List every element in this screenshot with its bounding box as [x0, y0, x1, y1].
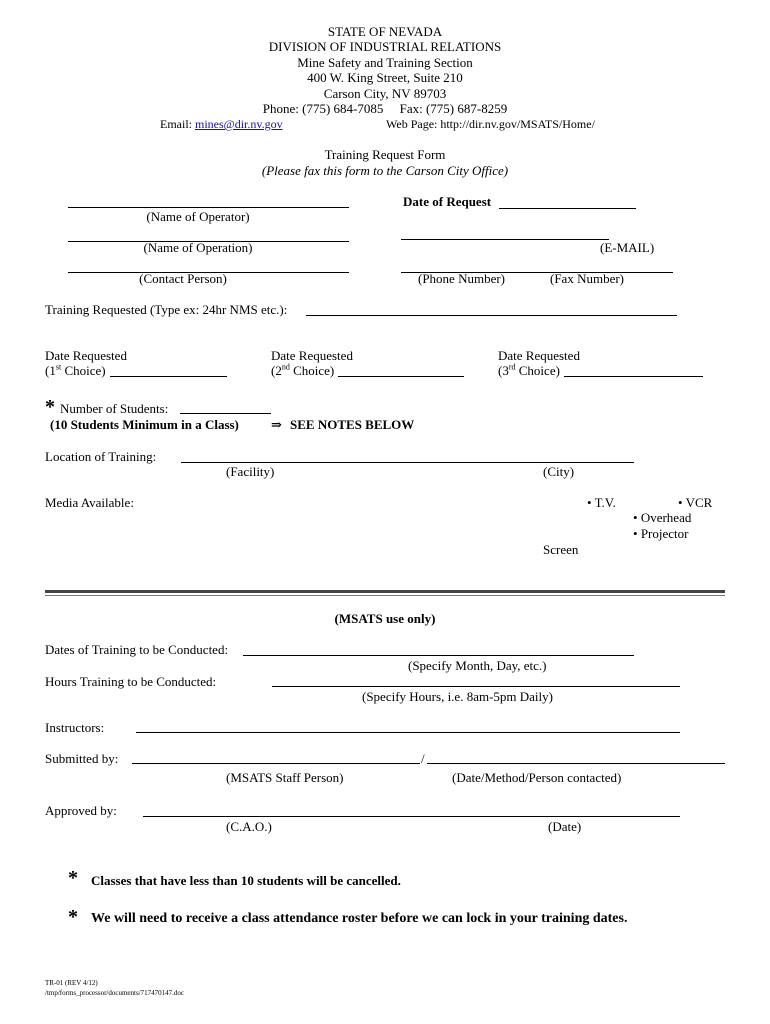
instructors-label: Instructors:	[45, 720, 105, 735]
bullet-icon: •	[633, 510, 641, 525]
media-screen[interactable]: Screen	[543, 542, 579, 557]
note-2: We will need to receive a class attendance roster before we can lock in your training dates.	[91, 911, 628, 926]
note-1-asterisk: *	[68, 867, 78, 889]
email-label: Email:	[160, 117, 192, 131]
location-line[interactable]	[181, 462, 634, 463]
date-method-caption: (Date/Method/Person contacted)	[452, 770, 622, 785]
media-overhead[interactable]: • Overhead	[633, 510, 692, 525]
submitted-by-line[interactable]	[132, 763, 420, 764]
arrow-icon: ⇒	[271, 417, 282, 432]
specify-hours-caption: (Specify Hours, i.e. 8am-5pm Daily)	[362, 689, 553, 704]
date-requested-1-line[interactable]	[110, 376, 227, 377]
approved-by-line[interactable]	[143, 816, 680, 817]
phone-fax: Phone: (775) 684-7085 Fax: (775) 687-8259	[262, 101, 508, 116]
state-heading: STATE OF NEVADA	[327, 24, 443, 39]
date-requested-2-line[interactable]	[338, 376, 464, 377]
msats-staff-caption: (MSATS Staff Person)	[226, 770, 344, 785]
facility-caption: (Facility)	[226, 464, 275, 479]
email-row	[160, 118, 283, 130]
date-requested-3-line[interactable]	[564, 376, 703, 377]
msats-heading: (MSATS use only)	[334, 611, 436, 626]
training-requested-line[interactable]	[306, 315, 677, 316]
section-divider-thin	[45, 595, 725, 596]
submitted-by-label: Submitted by:	[45, 751, 119, 766]
students-asterisk: *	[45, 396, 55, 418]
minimum-note: (10 Students Minimum in a Class)	[50, 417, 239, 432]
operation-caption: (Name of Operation)	[143, 240, 253, 255]
form-subtitle: (Please fax this form to the Carson City Office)	[261, 163, 509, 178]
city-caption: (City)	[543, 464, 575, 479]
submitted-date-line[interactable]	[427, 763, 725, 764]
date-requested-3-choice: (3rd Choice)	[498, 362, 560, 378]
email-link[interactable]: mines@dir.nv.gov	[195, 117, 283, 131]
date-requested-2-label: Date Requested	[271, 348, 353, 363]
hours-training-line[interactable]	[272, 686, 680, 687]
division-heading: DIVISION OF INDUSTRIAL RELATIONS	[268, 39, 502, 54]
note-1: Classes that have less than 10 students will be cancelled.	[91, 873, 401, 888]
bullet-icon: •	[633, 526, 641, 541]
fax-caption: (Fax Number)	[550, 271, 625, 286]
date-requested-3-label: Date Requested	[498, 348, 580, 363]
operator-line[interactable]	[68, 207, 349, 208]
media-label: Media Available:	[45, 495, 134, 510]
slash: /	[421, 751, 425, 766]
note-2-asterisk: *	[68, 906, 78, 928]
dates-of-training-line[interactable]	[243, 655, 634, 656]
form-revision: TR-01 (REV 4/12)	[45, 979, 98, 987]
contact-caption: (Contact Person)	[139, 271, 227, 286]
phone-caption: (Phone Number)	[418, 271, 506, 286]
media-tv[interactable]: • T.V.	[587, 495, 616, 510]
date-caption: (Date)	[548, 819, 582, 834]
bullet-icon: •	[587, 495, 595, 510]
email-field-line[interactable]	[401, 239, 609, 240]
section-divider	[45, 590, 725, 593]
media-vcr[interactable]: • VCR	[678, 495, 713, 510]
city-address: Carson City, NV 89703	[323, 86, 447, 101]
see-notes-label: SEE NOTES BELOW	[290, 417, 415, 432]
section-heading: Mine Safety and Training Section	[297, 55, 473, 70]
date-requested-1-label: Date Requested	[45, 348, 127, 363]
cao-caption: (C.A.O.)	[226, 819, 272, 834]
date-requested-2-choice: (2nd Choice)	[271, 362, 335, 378]
approved-by-label: Approved by:	[45, 803, 117, 818]
web-page: Web Page: http://dir.nv.gov/MSATS/Home/	[386, 117, 595, 131]
file-path: /tmp/forms_processor/documents/717470147.doc	[45, 989, 185, 997]
street-address: 400 W. King Street, Suite 210	[307, 70, 463, 85]
specify-month-caption: (Specify Month, Day, etc.)	[408, 658, 547, 673]
number-of-students-label: Number of Students:	[60, 401, 169, 416]
date-of-request-label: Date of Request	[403, 194, 492, 209]
hours-training-label: Hours Training to be Conducted:	[45, 674, 217, 689]
location-label: Location of Training:	[45, 449, 157, 464]
number-of-students-line[interactable]	[180, 413, 271, 414]
bullet-icon: •	[678, 495, 686, 510]
date-of-request-line[interactable]	[499, 208, 636, 209]
form-title: Training Request Form	[324, 147, 446, 162]
instructors-line[interactable]	[136, 732, 680, 733]
operator-caption: (Name of Operator)	[146, 209, 250, 224]
training-requested-label: Training Requested (Type ex: 24hr NMS etc.):	[45, 302, 288, 317]
dates-of-training-label: Dates of Training to be Conducted:	[45, 642, 229, 657]
email-caption: (E-MAIL)	[600, 240, 655, 255]
date-requested-1-choice: (1st Choice)	[45, 362, 106, 378]
media-projector[interactable]: • Projector	[633, 526, 689, 541]
